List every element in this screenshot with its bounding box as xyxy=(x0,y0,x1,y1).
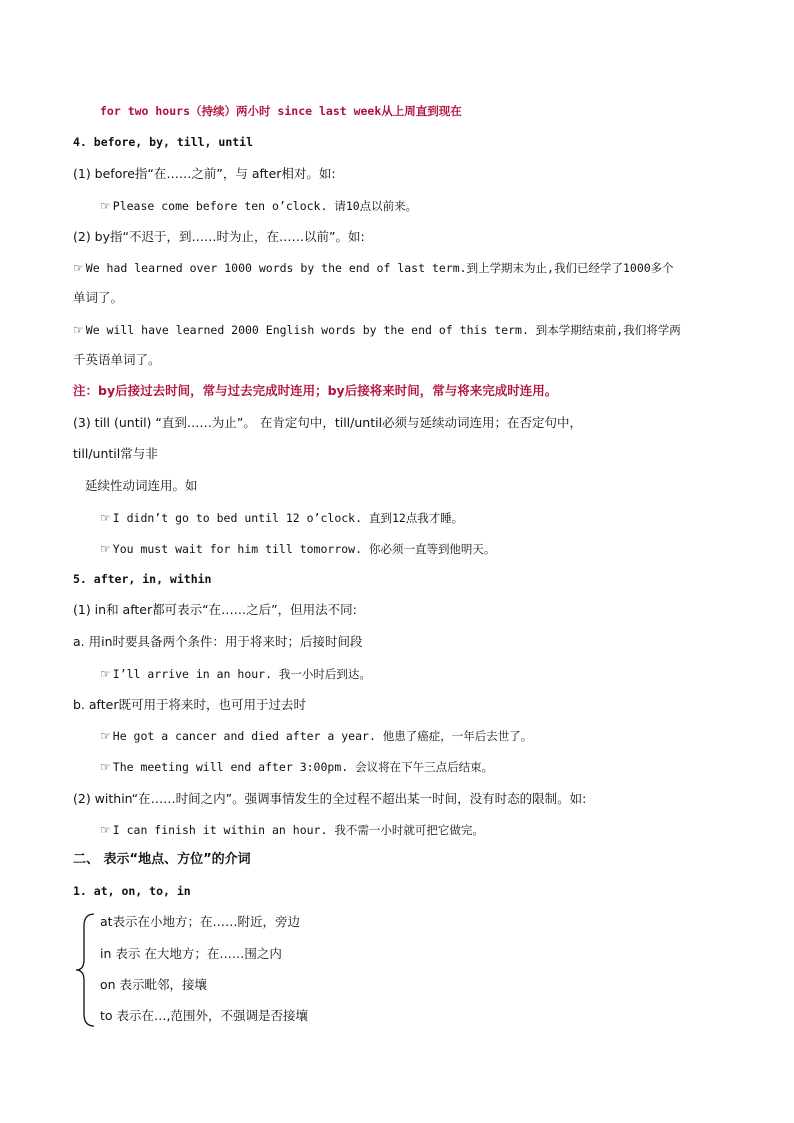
chapter-heading: 二、 表示“地点、方位”的介词 xyxy=(73,852,251,867)
section-heading: 5. after, in, within xyxy=(73,572,212,586)
section-heading: 1. at, on, to, in xyxy=(73,884,191,898)
pointing-hand-icon: ☞ xyxy=(100,667,111,681)
rule-text-continued: till/until常与非 xyxy=(73,446,158,461)
rule-text: b. after既可用于将来时，也可用于过去时 xyxy=(73,697,306,712)
list-item: on 表示毗邻，接壤 xyxy=(100,977,208,992)
example-line: ☞ Please come before ten o’clock. 请10点以前来。 xyxy=(100,199,418,213)
section-heading: 4. before, by, till, until xyxy=(73,135,254,149)
example-line: ☞ We had learned over 1000 words by the end of last term.到上学期末为止,我们已经学了1000多个 xyxy=(73,261,674,275)
example-line: ☞ You must wait for him till tomorrow. 你必须一直等到他明天。 xyxy=(100,542,496,556)
pointing-hand-icon: ☞ xyxy=(100,729,111,743)
rule-text: (2) by指“不迟于，到……时为止，在……以前”。如: xyxy=(73,229,365,244)
pointing-hand-icon: ☞ xyxy=(100,823,111,837)
pointing-hand-icon: ☞ xyxy=(100,511,111,525)
pointing-hand-icon: ☞ xyxy=(100,542,111,556)
pointing-hand-icon: ☞ xyxy=(100,199,111,213)
pointing-hand-icon: ☞ xyxy=(100,760,111,774)
list-item: in 表示 在大地方；在……围之内 xyxy=(100,946,282,961)
rule-text: (2) within“在……时间之内”。强调事情发生的全过程不超出某一时间，没有时态的限制。如: xyxy=(73,791,587,806)
pointing-hand-icon: ☞ xyxy=(73,323,84,337)
rule-text-continued: 延续性动词连用。如 xyxy=(85,478,198,493)
rule-text: (3) till (until) “直到……为止”。 在肯定句中，till/until必须与延续动词连用；在否定句中， xyxy=(73,415,583,430)
example-line-continued: 单词了。 xyxy=(73,290,124,305)
example-line: ☞ The meeting will end after 3:00pm. 会议将在下午三点后结束。 xyxy=(100,760,494,774)
list-item: at表示在小地方；在……附近，旁边 xyxy=(100,914,301,929)
example-line: ☞ I can finish it within an hour. 我不需一小时就可把它做完。 xyxy=(100,823,484,837)
rule-text: (1) before指“在……之前”，与 after相对。如: xyxy=(73,166,336,181)
rule-text: (1) in和 after都可表示“在……之后”，但用法不同: xyxy=(73,602,357,617)
example-line: ☞ I didn’t go to bed until 12 o’clock. 直到12点我才睡。 xyxy=(100,511,464,525)
list-item: to 表示在…,范围外，不强调是否接壤 xyxy=(100,1008,308,1023)
example-line: ☞ He got a cancer and died after a year. 他患了癌症，一年后去世了。 xyxy=(100,729,533,743)
rule-text: a. 用in时要具备两个条件：用于将来时；后接时间段 xyxy=(73,634,363,649)
example-line: ☞ We will have learned 2000 English words by the end of this term. 到本学期结束前,我们将学两 xyxy=(73,323,681,337)
curly-brace-icon xyxy=(74,912,96,1028)
example-line: for two hours（持续）两小时 since last week从上周直到现在 xyxy=(100,104,462,118)
pointing-hand-icon: ☞ xyxy=(73,261,84,275)
example-line-continued: 千英语单词了。 xyxy=(73,352,161,367)
note-line: 注：by后接过去时间，常与过去完成时连用；by后接将来时间，常与将来完成时连用。 xyxy=(73,383,558,398)
example-line: ☞ I’ll arrive in an hour. 我一小时后到达。 xyxy=(100,667,371,681)
